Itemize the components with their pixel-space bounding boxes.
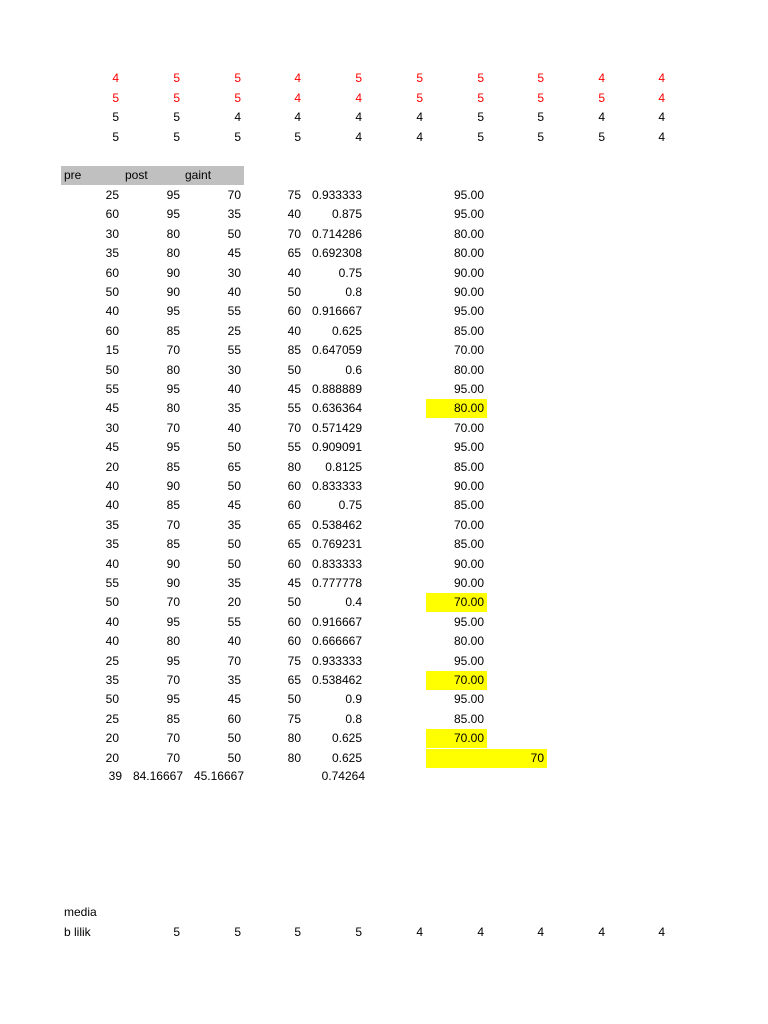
cell-pre[interactable]: 40 [105, 498, 119, 513]
footer-label-row [0, 903, 768, 922]
cell-score[interactable]: 90.00 [453, 576, 484, 590]
cell-score[interactable]: 85.00 [453, 711, 484, 726]
table-row [0, 496, 768, 515]
total-gain[interactable]: 45.16667 [193, 769, 244, 783]
cell-gain[interactable]: 60 [227, 711, 241, 726]
cell-remaining[interactable]: 60 [287, 479, 301, 493]
cell-ratio[interactable]: 0.9 [345, 692, 362, 707]
rating-cell[interactable]: 5 [294, 129, 301, 144]
table-row [0, 419, 768, 438]
cell-score[interactable]: 95.00 [453, 304, 484, 319]
table-row [0, 729, 768, 748]
rating-row [0, 108, 768, 127]
cell-ratio[interactable]: 0.916667 [311, 614, 362, 629]
cell-remaining[interactable]: 40 [287, 265, 301, 280]
cell-score[interactable]: 80.00 [453, 362, 484, 377]
rating-cell[interactable]: 5 [598, 90, 605, 105]
cell-gain[interactable]: 50 [227, 479, 241, 493]
rating-cell[interactable]: 5 [234, 129, 241, 144]
cell-gain[interactable]: 50 [227, 537, 241, 552]
cell-remaining[interactable]: 60 [287, 634, 301, 649]
footer-value-cell[interactable]: 4 [416, 925, 423, 939]
rating-cell[interactable]: 5 [355, 71, 362, 85]
cell-gain[interactable]: 40 [227, 382, 241, 396]
cell-gain[interactable]: 45 [227, 498, 241, 513]
cell-post[interactable]: 70 [166, 595, 180, 610]
cell-remaining[interactable]: 40 [287, 207, 301, 222]
cell-pre[interactable]: 35 [105, 517, 119, 532]
cell-remaining[interactable]: 80 [287, 459, 301, 474]
cell-post[interactable]: 70 [166, 517, 180, 532]
cell-remaining[interactable]: 60 [287, 614, 301, 629]
cell-score[interactable]: 90.00 [453, 479, 484, 493]
rating-cell[interactable]: 5 [234, 90, 241, 105]
cell-ratio[interactable]: 0.571429 [311, 420, 362, 435]
cell-gain[interactable]: 70 [227, 188, 241, 202]
table-row [0, 361, 768, 380]
rating-cell[interactable]: 5 [173, 110, 180, 124]
cell-gain[interactable]: 35 [227, 673, 241, 687]
cell-score[interactable]: 70.00 [426, 729, 487, 748]
cell-pre[interactable]: 60 [105, 323, 119, 338]
cell-post[interactable]: 80 [166, 226, 180, 241]
rating-cell[interactable]: 5 [477, 71, 484, 85]
rating-cell[interactable]: 5 [537, 110, 544, 124]
cell-pre[interactable]: 25 [105, 653, 119, 668]
rating-cell[interactable]: 5 [416, 71, 423, 85]
cell-remaining[interactable]: 55 [287, 401, 301, 416]
table-row [0, 264, 768, 283]
cell-pre[interactable]: 15 [105, 343, 119, 358]
cell-ratio[interactable]: 0.647059 [311, 343, 362, 358]
rating-cell[interactable]: 5 [173, 90, 180, 105]
table-row [0, 555, 768, 574]
cell-remaining[interactable]: 60 [287, 556, 301, 571]
cell-score[interactable]: 85.00 [453, 537, 484, 552]
table-row [0, 399, 768, 418]
cell-pre[interactable]: 20 [105, 459, 119, 474]
rating-cell[interactable]: 5 [112, 90, 119, 105]
cell-ratio[interactable]: 0.833333 [311, 479, 362, 493]
total-pre[interactable]: 39 [108, 769, 122, 783]
cell-gain[interactable]: 55 [227, 614, 241, 629]
header-pre[interactable]: pre [64, 168, 82, 182]
rating-cell[interactable]: 4 [598, 71, 605, 85]
cell-remaining[interactable]: 85 [287, 343, 301, 358]
table-row [0, 632, 768, 651]
cell-post[interactable]: 95 [166, 207, 180, 222]
cell-remaining[interactable]: 80 [287, 750, 301, 765]
cell-ratio[interactable]: 0.75 [338, 265, 362, 280]
table-row [0, 302, 768, 321]
cell-remaining[interactable]: 75 [287, 653, 301, 668]
cell-score[interactable]: 80.00 [453, 246, 484, 261]
cell-gain[interactable]: 40 [227, 634, 241, 649]
cell-remaining[interactable]: 45 [287, 576, 301, 590]
cell-score[interactable]: 70.00 [426, 593, 487, 612]
totals-row [0, 767, 768, 786]
cell-score[interactable]: 70.00 [453, 517, 484, 532]
cell-gain[interactable]: 45 [227, 692, 241, 707]
cell-post[interactable]: 95 [166, 304, 180, 319]
cell-pre[interactable]: 20 [105, 731, 119, 746]
table-row [0, 186, 768, 205]
footer-value-cell[interactable]: 4 [658, 925, 665, 939]
cell-score[interactable]: 90.00 [453, 285, 484, 299]
cell-pre[interactable]: 50 [105, 692, 119, 707]
cell-gain[interactable]: 50 [227, 731, 241, 746]
header-post[interactable]: post [125, 168, 148, 182]
table-row [0, 322, 768, 341]
cell-post[interactable]: 70 [166, 673, 180, 687]
cell-post[interactable]: 80 [166, 634, 180, 649]
rating-cell[interactable]: 5 [477, 110, 484, 124]
rating-row [0, 89, 768, 108]
total-ratio[interactable]: 0.74264 [321, 769, 365, 783]
cell-ratio[interactable]: 0.714286 [311, 226, 362, 241]
cell-gain[interactable]: 35 [227, 576, 241, 590]
cell-ratio[interactable]: 0.625 [331, 323, 362, 338]
table-row [0, 341, 768, 360]
rating-cell[interactable]: 5 [112, 110, 119, 124]
cell-pre[interactable]: 45 [105, 401, 119, 416]
table-row [0, 283, 768, 302]
rating-cell[interactable]: 5 [234, 71, 241, 85]
cell-score[interactable]: 95.00 [453, 653, 484, 668]
rating-cell[interactable]: 4 [416, 110, 423, 124]
cell-gain[interactable]: 35 [227, 401, 241, 416]
cell-ratio[interactable]: 0.833333 [311, 556, 362, 571]
cell-score[interactable]: 95.00 [453, 382, 484, 396]
cell-ratio[interactable]: 0.909091 [311, 440, 362, 455]
cell-pre[interactable]: 20 [105, 750, 119, 765]
cell-ratio[interactable]: 0.666667 [311, 634, 362, 649]
rating-cell[interactable]: 5 [598, 129, 605, 144]
footer-value-cell[interactable]: 5 [355, 925, 362, 939]
cell-ratio[interactable]: 0.8 [345, 711, 362, 726]
rating-cell[interactable]: 5 [537, 90, 544, 105]
rating-cell[interactable]: 5 [537, 71, 544, 85]
cell-score[interactable]: 95.00 [453, 188, 484, 202]
cell-post[interactable]: 70 [166, 731, 180, 746]
cell-ratio[interactable]: 0.8 [345, 285, 362, 299]
cell-score[interactable]: 90.00 [453, 265, 484, 280]
cell-remaining[interactable]: 65 [287, 537, 301, 552]
cell-score[interactable] [426, 749, 487, 768]
footer-values-row [0, 923, 768, 942]
cell-ratio[interactable]: 0.4 [345, 595, 362, 610]
cell-ratio[interactable]: 0.8125 [325, 459, 362, 474]
cell-post[interactable]: 70 [166, 750, 180, 765]
cell-pre[interactable]: 40 [105, 479, 119, 493]
cell-remaining[interactable]: 50 [287, 692, 301, 707]
cell-post[interactable]: 70 [166, 343, 180, 358]
cell-pre[interactable]: 50 [105, 362, 119, 377]
table-row [0, 458, 768, 477]
cell-score[interactable]: 70.00 [426, 671, 487, 690]
cell-remaining[interactable]: 50 [287, 285, 301, 299]
cell-remaining[interactable]: 80 [287, 731, 301, 746]
cell-pre[interactable]: 35 [105, 246, 119, 261]
rating-cell[interactable]: 5 [112, 129, 119, 144]
rating-cell[interactable]: 4 [355, 110, 362, 124]
table-row [0, 244, 768, 263]
cell-remaining[interactable]: 65 [287, 246, 301, 261]
table-row [0, 225, 768, 244]
cell-score[interactable]: 95.00 [453, 692, 484, 707]
header-gain[interactable]: gaint [185, 168, 212, 182]
cell-post[interactable]: 85 [166, 323, 180, 338]
cell-post[interactable]: 95 [166, 440, 180, 455]
table-row [0, 749, 768, 768]
table-row [0, 205, 768, 224]
table-row [0, 690, 768, 709]
cell-remaining[interactable]: 50 [287, 595, 301, 610]
rating-cell[interactable]: 4 [355, 90, 362, 105]
cell-post[interactable]: 95 [166, 382, 180, 396]
cell-post[interactable]: 80 [166, 362, 180, 377]
cell-pre[interactable]: 50 [105, 285, 119, 299]
rating-cell[interactable]: 4 [294, 71, 301, 85]
cell-pre[interactable]: 25 [105, 188, 119, 202]
cell-post[interactable]: 95 [166, 653, 180, 668]
cell-ratio[interactable]: 0.75 [338, 498, 362, 513]
cell-pre[interactable]: 35 [105, 673, 119, 687]
cell-ratio[interactable]: 0.933333 [311, 653, 362, 668]
cell-ratio[interactable]: 0.875 [331, 207, 362, 222]
cell-ratio[interactable]: 0.777778 [311, 576, 362, 590]
cell-gain[interactable]: 50 [227, 226, 241, 241]
cell-remaining[interactable]: 60 [287, 304, 301, 319]
cell-pre[interactable]: 25 [105, 711, 119, 726]
cell-remaining[interactable]: 60 [287, 498, 301, 513]
cell-ratio[interactable]: 0.692308 [311, 246, 362, 261]
cell-post[interactable]: 95 [166, 188, 180, 202]
cell-remaining[interactable]: 40 [287, 323, 301, 338]
rating-cell[interactable]: 4 [658, 71, 665, 85]
table-header-row [0, 166, 768, 185]
cell-post[interactable]: 90 [166, 556, 180, 571]
cell-remaining[interactable]: 70 [287, 420, 301, 435]
cell-ratio[interactable]: 0.636364 [311, 401, 362, 416]
footer-value-cell[interactable]: 4 [598, 925, 605, 939]
cell-gain[interactable]: 65 [227, 459, 241, 474]
cell-score[interactable]: 80.00 [453, 226, 484, 241]
cell-post[interactable]: 80 [166, 401, 180, 416]
cell-score[interactable]: 70.00 [453, 420, 484, 435]
table-row [0, 380, 768, 399]
rating-cell[interactable]: 4 [355, 129, 362, 144]
rating-cell[interactable]: 4 [416, 129, 423, 144]
cell-ratio[interactable]: 0.769231 [311, 537, 362, 552]
footer-value-cell[interactable]: 4 [537, 925, 544, 939]
cell-score[interactable]: 85.00 [453, 459, 484, 474]
table-row [0, 652, 768, 671]
table-row [0, 477, 768, 496]
cell-pre[interactable]: 45 [105, 440, 119, 455]
rating-cell[interactable]: 5 [477, 90, 484, 105]
cell-remaining[interactable]: 50 [287, 362, 301, 377]
footer-value-cell[interactable]: 5 [234, 925, 241, 939]
cell-pre[interactable]: 55 [105, 576, 119, 590]
cell-score[interactable]: 90.00 [453, 556, 484, 571]
footer-label-media[interactable]: media [64, 905, 97, 919]
cell-score[interactable]: 95.00 [453, 207, 484, 222]
cell-gain[interactable]: 35 [227, 517, 241, 532]
footer-value-cell[interactable]: 5 [294, 925, 301, 939]
table-row [0, 671, 768, 690]
table-row [0, 535, 768, 554]
cell-post[interactable]: 90 [166, 576, 180, 590]
cell-pre[interactable]: 40 [105, 634, 119, 649]
cell-score[interactable]: 85.00 [453, 323, 484, 338]
cell-pre[interactable]: 40 [105, 556, 119, 571]
cell-post[interactable]: 85 [166, 498, 180, 513]
cell-remaining[interactable]: 65 [287, 673, 301, 687]
rating-row [0, 69, 768, 88]
footer-value-cell[interactable]: 4 [477, 925, 484, 939]
rating-cell[interactable]: 5 [416, 90, 423, 105]
cell-post[interactable]: 80 [166, 246, 180, 261]
cell-post[interactable]: 70 [166, 420, 180, 435]
cell-pre[interactable]: 30 [105, 226, 119, 241]
rating-cell[interactable]: 5 [173, 129, 180, 144]
cell-pre[interactable]: 50 [105, 595, 119, 610]
cell-ratio[interactable]: 0.625 [331, 731, 362, 746]
total-post[interactable]: 84.16667 [132, 769, 183, 783]
footer-label-lilik[interactable]: b lilik [64, 925, 91, 939]
cell-post[interactable]: 85 [166, 459, 180, 474]
cell-gain[interactable]: 50 [227, 556, 241, 571]
cell-ratio[interactable]: 0.888889 [311, 382, 362, 396]
cell-gain[interactable]: 55 [227, 304, 241, 319]
cell-remaining[interactable]: 55 [287, 440, 301, 455]
cell-post[interactable]: 85 [166, 711, 180, 726]
rating-cell[interactable]: 5 [477, 129, 484, 144]
cell-post[interactable]: 90 [166, 265, 180, 280]
rating-row [0, 128, 768, 147]
cell-pre[interactable]: 55 [105, 382, 119, 396]
rating-cell[interactable]: 4 [598, 110, 605, 124]
cell-remaining[interactable]: 75 [287, 188, 301, 202]
cell-ratio[interactable]: 0.625 [331, 750, 362, 765]
cell-score[interactable]: 85.00 [453, 498, 484, 513]
cell-gain[interactable]: 25 [227, 323, 241, 338]
cell-score[interactable]: 70.00 [453, 343, 484, 358]
cell-ratio[interactable]: 0.6 [345, 362, 362, 377]
cell-pre[interactable]: 30 [105, 420, 119, 435]
cell-remaining[interactable]: 75 [287, 711, 301, 726]
cell-gain[interactable]: 30 [227, 362, 241, 377]
cell-gain[interactable]: 40 [227, 285, 241, 299]
cell-pre[interactable]: 60 [105, 265, 119, 280]
rating-cell[interactable]: 4 [294, 110, 301, 124]
table-row [0, 613, 768, 632]
cell-gain[interactable]: 55 [227, 343, 241, 358]
cell-pre[interactable]: 35 [105, 537, 119, 552]
footer-value-cell[interactable]: 5 [173, 925, 180, 939]
table-row [0, 574, 768, 593]
cell-gain[interactable]: 20 [227, 595, 241, 610]
cell-ratio[interactable]: 0.538462 [311, 517, 362, 532]
cell-gain[interactable]: 35 [227, 207, 241, 222]
cell-ratio[interactable]: 0.933333 [311, 188, 362, 202]
cell-score[interactable]: 80.00 [426, 399, 487, 418]
cell-pre[interactable]: 40 [105, 614, 119, 629]
rating-cell[interactable]: 5 [537, 129, 544, 144]
rating-cell[interactable]: 4 [112, 71, 119, 85]
cell-post[interactable]: 95 [166, 614, 180, 629]
cell-gain[interactable]: 50 [227, 440, 241, 455]
cell-post[interactable]: 90 [166, 285, 180, 299]
rating-cell[interactable]: 4 [658, 90, 665, 105]
cell-gain[interactable]: 45 [227, 246, 241, 261]
cell-remaining[interactable]: 65 [287, 517, 301, 532]
cell-score[interactable]: 95.00 [453, 614, 484, 629]
cell-pre[interactable]: 40 [105, 304, 119, 319]
cell-ratio[interactable]: 0.916667 [311, 304, 362, 319]
rating-cell[interactable]: 4 [658, 129, 665, 144]
rating-cell[interactable]: 5 [173, 71, 180, 85]
cell-score[interactable]: 80.00 [453, 634, 484, 649]
cell-score[interactable]: 95.00 [453, 440, 484, 455]
table-row [0, 710, 768, 729]
cell-gain[interactable]: 70 [227, 653, 241, 668]
cell-gain[interactable]: 40 [227, 420, 241, 435]
cell-remaining[interactable]: 70 [287, 226, 301, 241]
table-row [0, 593, 768, 612]
rating-cell[interactable]: 4 [234, 110, 241, 124]
table-row [0, 516, 768, 535]
cell-remaining[interactable]: 45 [287, 382, 301, 396]
cell-pre[interactable]: 60 [105, 207, 119, 222]
cell-post[interactable]: 90 [166, 479, 180, 493]
cell-post[interactable]: 85 [166, 537, 180, 552]
cell-score-extra[interactable]: 70 [487, 749, 547, 768]
rating-cell[interactable]: 4 [294, 90, 301, 105]
table-row [0, 438, 768, 457]
cell-gain[interactable]: 30 [227, 265, 241, 280]
cell-gain[interactable]: 50 [227, 750, 241, 765]
rating-cell[interactable]: 4 [658, 110, 665, 124]
cell-ratio[interactable]: 0.538462 [311, 673, 362, 687]
cell-post[interactable]: 95 [166, 692, 180, 707]
